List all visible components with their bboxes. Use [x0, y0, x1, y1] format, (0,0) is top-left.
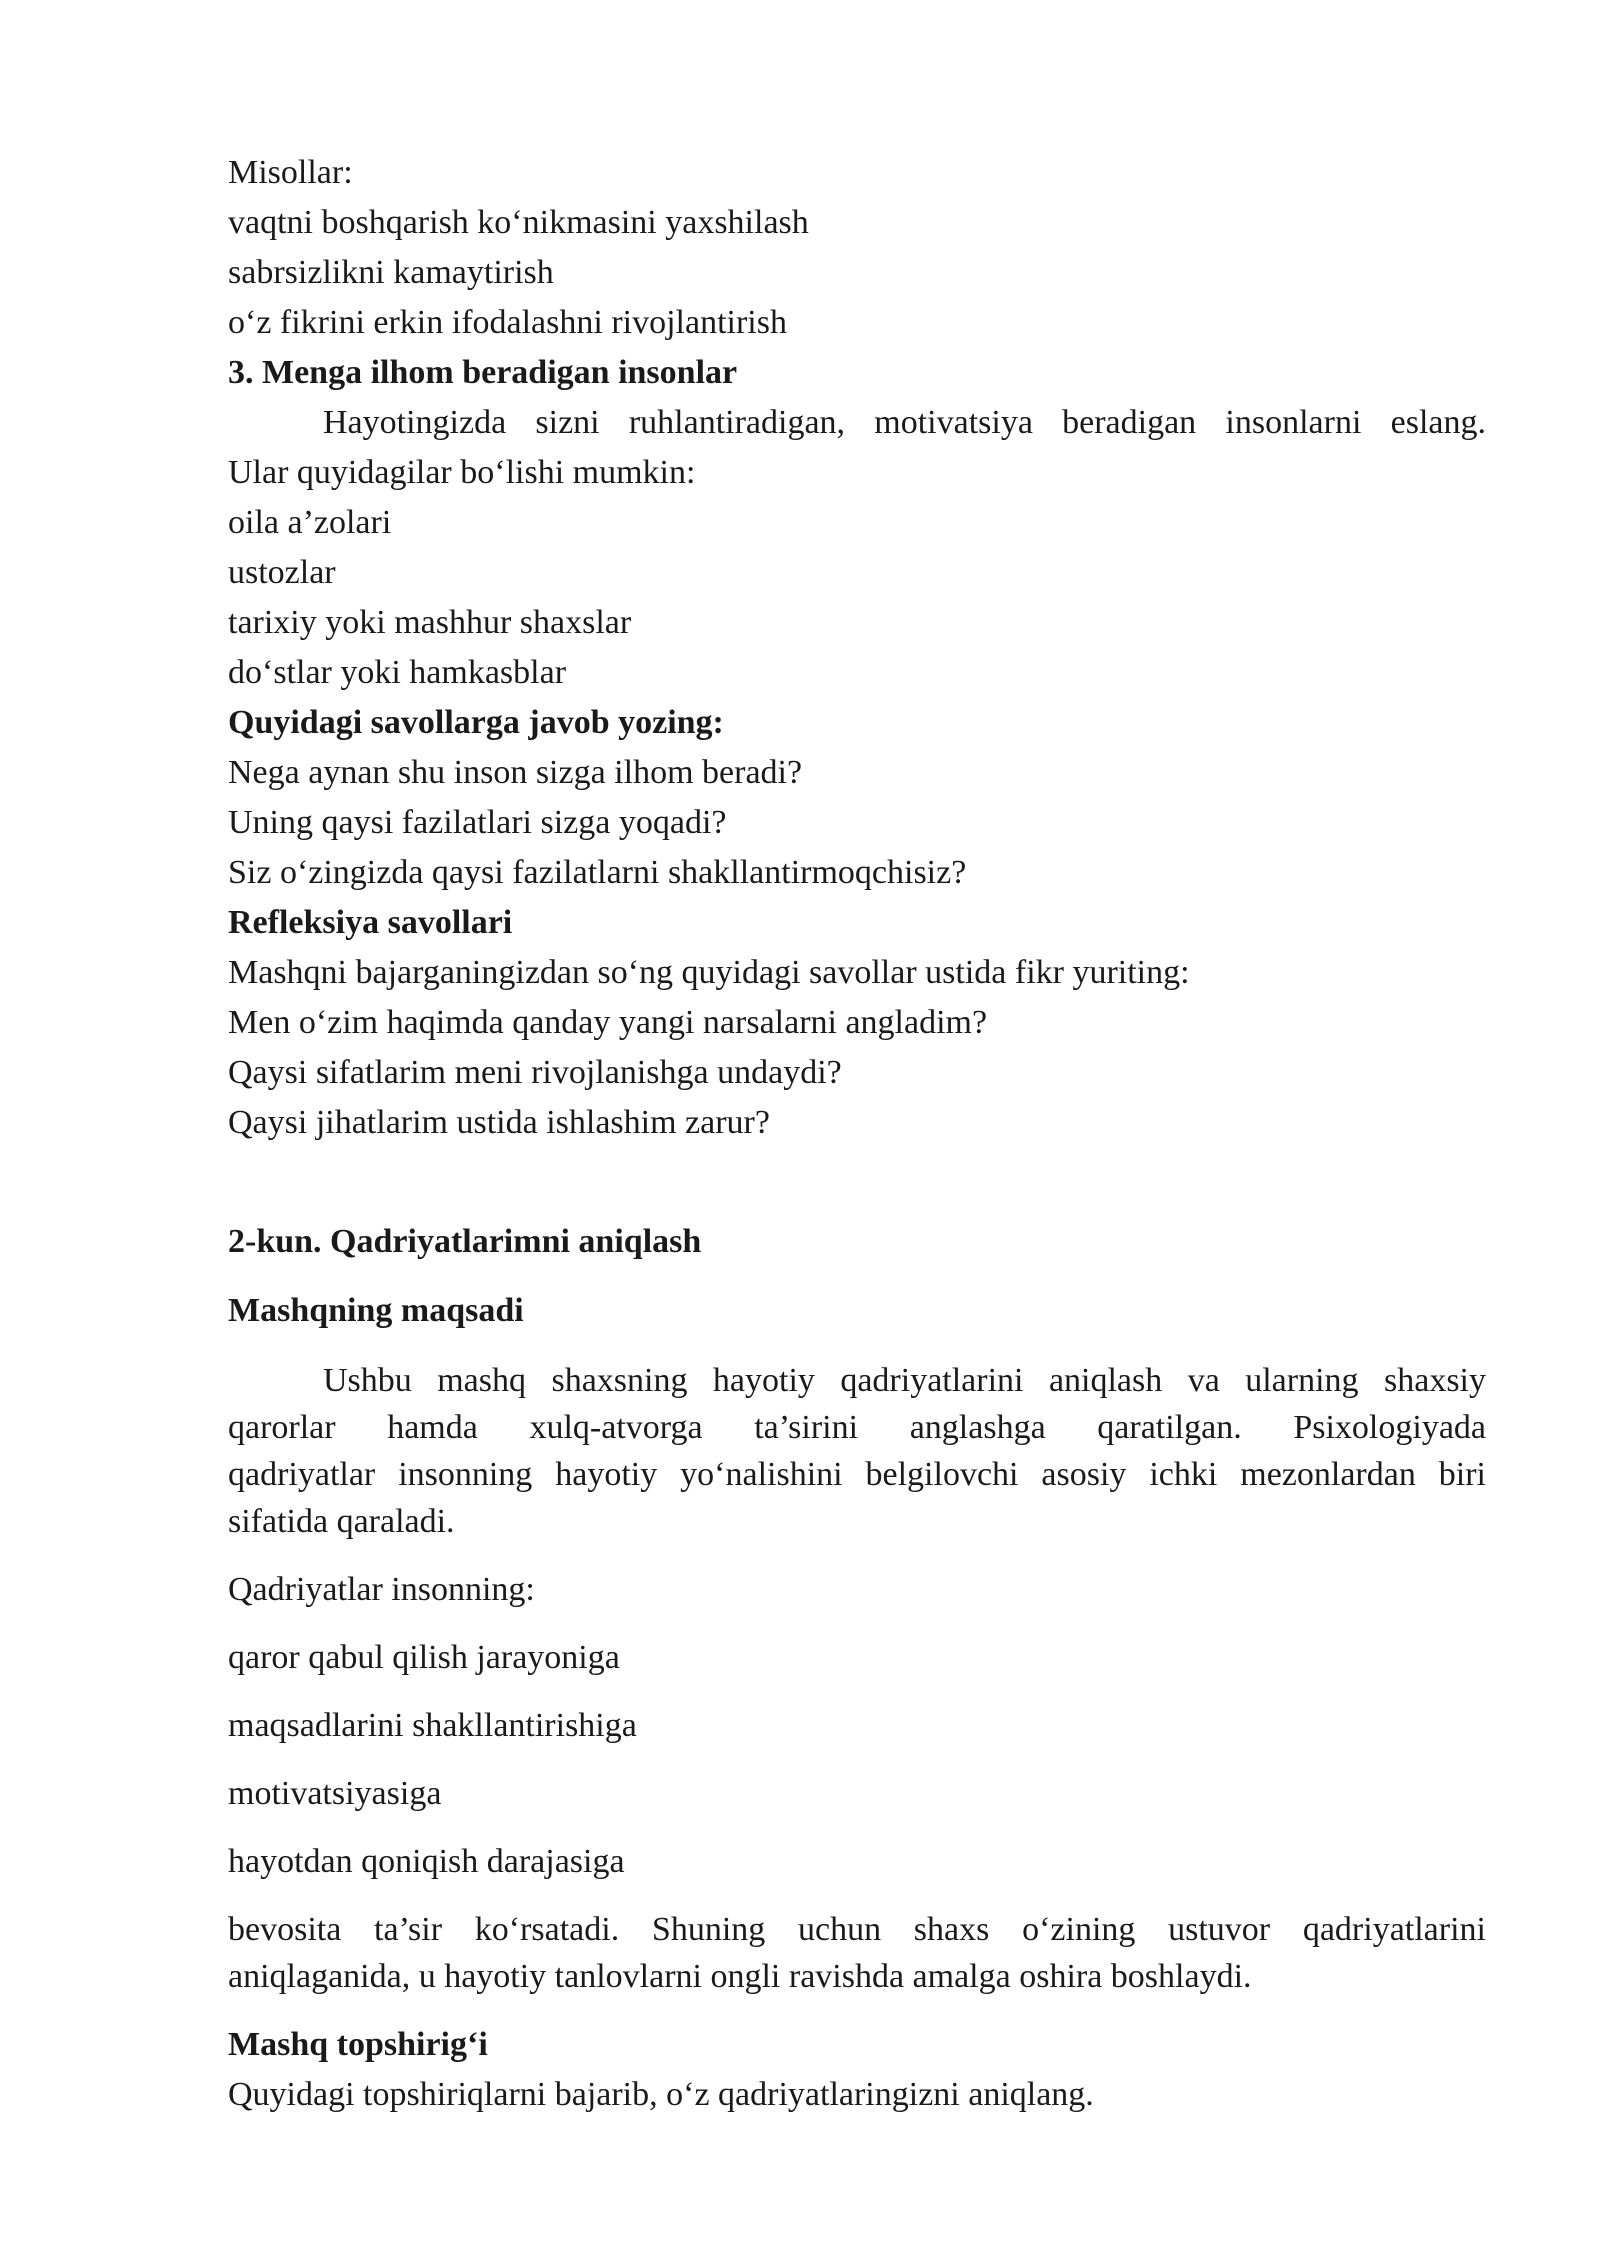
conclusion-paragraph	[228, 1906, 1486, 2000]
values-item: maqsadlarini shakllantirishiga	[228, 1707, 637, 1744]
task-text: Quyidagi topshiriqlarni bajarib, o‘z qadriyatlaringizni aniqlang.	[228, 2076, 1094, 2113]
conclusion-line: aniqlaganida, u hayotiy tanlovlarni ongli ravishda amalga oshira boshlaydi.	[228, 1958, 1252, 1995]
question-item: Siz o‘zingizda qaysi fazilatlarni shakllantirmoqchisiz?	[228, 854, 967, 891]
goal-line: qadriyatlar insonning hayotiy yo‘nalishini belgilovchi asosiy ichki mezonlardan biri	[228, 1456, 1486, 1493]
document-page	[228, 148, 1486, 2120]
goal-line: sifatida qaraladi.	[228, 1503, 455, 1540]
questions-heading: Quyidagi savollarga javob yozing:	[228, 704, 724, 741]
inspiration-item: tarixiy yoki mashhur shaxslar	[228, 604, 632, 641]
inspiration-item: ustozlar	[228, 554, 336, 591]
values-item: motivatsiyasiga	[228, 1775, 442, 1812]
task-heading: Mashq topshirig‘i	[228, 2026, 488, 2063]
goal-line: qarorlar hamda xulq-atvorga ta’sirini anglashga qaratilgan. Psixologiyada	[228, 1409, 1486, 1446]
conclusion-line: bevosita ta’sir ko‘rsatadi. Shuning uchun shaxs o‘zining ustuvor qadriyatlarini	[228, 1911, 1486, 1948]
question-item: Uning qaysi fazilatlari sizga yoqadi?	[228, 804, 727, 841]
goal-paragraph	[228, 1357, 1486, 1545]
goal-line: Ushbu mashq shaxsning hayotiy qadriyatlarini aniqlash va ularning shaxsiy	[323, 1362, 1486, 1399]
inspiration-item: oila a’zolari	[228, 504, 392, 541]
example-item: vaqtni boshqarish ko‘nikmasini yaxshilash	[228, 204, 809, 241]
reflection-intro: Mashqni bajarganingizdan so‘ng quyidagi savollar ustida fikr yuriting:	[228, 954, 1190, 991]
goal-heading: Mashqning maqsadi	[228, 1292, 524, 1329]
section-3-heading: 3. Menga ilhom beradigan insonlar	[228, 354, 738, 391]
values-intro: Qadriyatlar insonning:	[228, 1571, 535, 1608]
question-item: Nega aynan shu inson sizga ilhom beradi?	[228, 754, 803, 791]
day-2-title: 2-kun. Qadriyatlarimni aniqlash	[228, 1223, 702, 1260]
section-3-intro-continued: Ular quyidagilar bo‘lishi mumkin:	[228, 454, 696, 491]
reflection-question: Qaysi sifatlarim meni rivojlanishga undaydi?	[228, 1054, 842, 1091]
reflection-heading: Refleksiya savollari	[228, 904, 513, 941]
examples-label: Misollar:	[228, 154, 353, 191]
reflection-question: Qaysi jihatlarim ustida ishlashim zarur?	[228, 1104, 770, 1141]
reflection-question: Men o‘zim haqimda qanday yangi narsalarni angladim?	[228, 1004, 988, 1041]
section-3-intro: Hayotingizda sizni ruhlantiradigan, motivatsiya beradigan insonlarni eslang.	[323, 404, 1486, 441]
example-item: sabrsizlikni kamaytirish	[228, 254, 554, 291]
example-item: o‘z fikrini erkin ifodalashni rivojlantirish	[228, 304, 787, 341]
values-item: hayotdan qoniqish darajasiga	[228, 1843, 625, 1880]
inspiration-item: do‘stlar yoki hamkasblar	[228, 654, 567, 691]
values-item: qaror qabul qilish jarayoniga	[228, 1639, 620, 1676]
